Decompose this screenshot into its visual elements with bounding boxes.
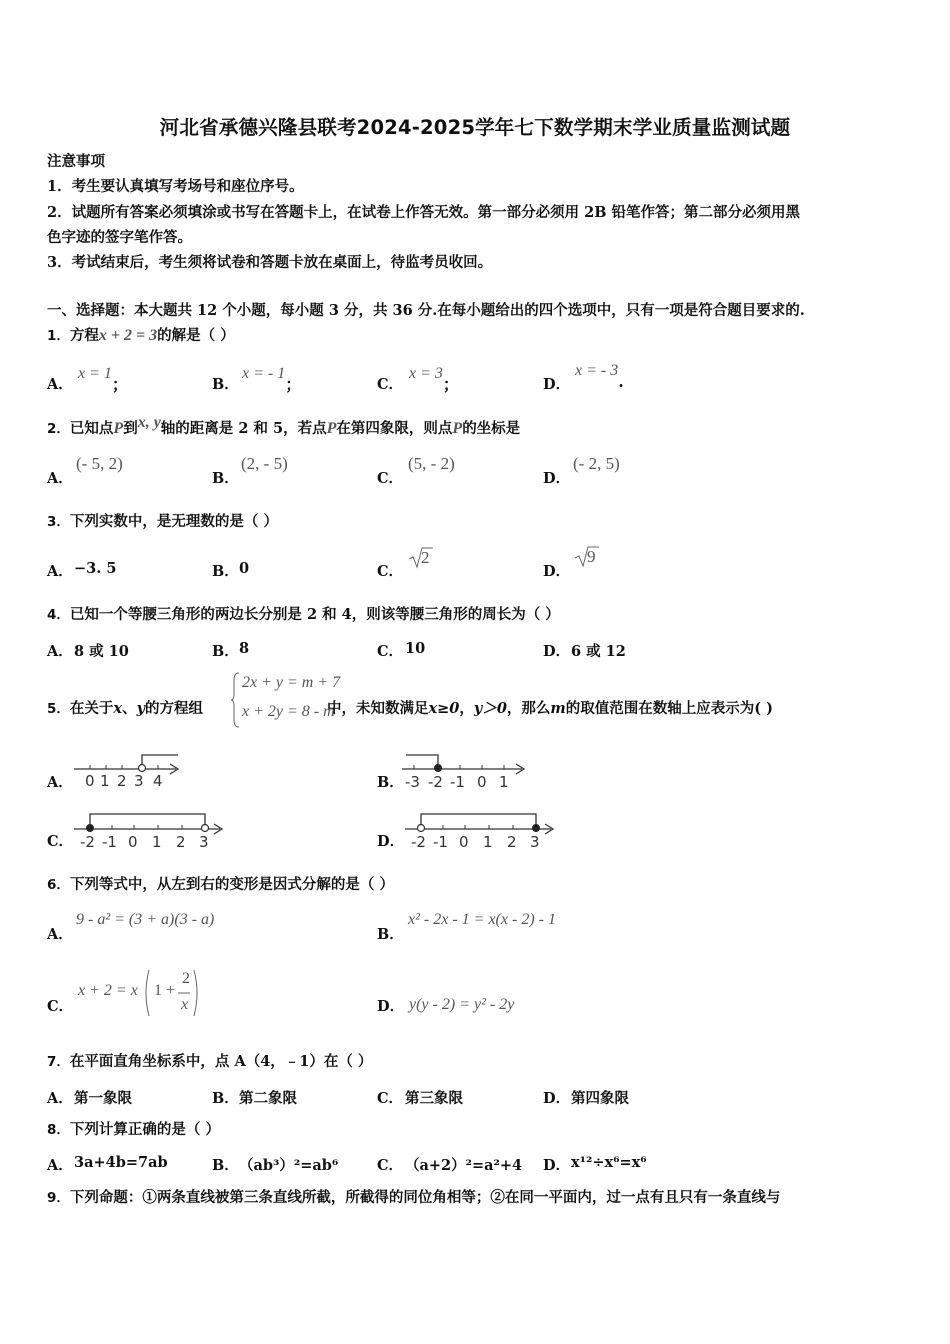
- number-line-d[interactable]: [403, 810, 559, 850]
- question-number: 5．: [47, 701, 70, 717]
- notice-item: 色字迹的签字笔作答。: [47, 229, 192, 246]
- option-value[interactable]: 8 或 10: [74, 643, 129, 660]
- tick-label: -2: [80, 833, 95, 850]
- question-number: 6．: [47, 877, 70, 893]
- option-label[interactable]: D．: [543, 563, 571, 580]
- option-value[interactable]: 6 或 12: [571, 643, 626, 660]
- math-value: x = 3: [409, 365, 443, 382]
- option-value[interactable]: (5, - 2): [408, 454, 455, 473]
- tick-label: 1: [483, 833, 493, 850]
- question-text: 方程: [69, 327, 99, 344]
- question-2: [47, 414, 521, 439]
- axis-label: x, y: [137, 414, 161, 431]
- option-label[interactable]: D．: [543, 376, 571, 393]
- question-text: 的取值范围在数轴上应表示为( ): [565, 700, 774, 717]
- tick-label: -1: [102, 833, 117, 850]
- option-value[interactable]: (2, - 5): [241, 454, 288, 473]
- option-label[interactable]: A．: [47, 926, 73, 943]
- tick-label: 4: [153, 772, 163, 790]
- question-text: ，那么: [506, 700, 551, 717]
- question-text: 已知一个等腰三角形的两边长分别是 2 和 4，则该等腰三角形的周长为（ ）: [69, 606, 560, 623]
- question-number: 2．: [47, 421, 70, 437]
- option-value[interactable]: 3a+4b=7ab: [74, 1154, 168, 1171]
- variable: x: [113, 700, 123, 717]
- option-label[interactable]: C．: [47, 998, 74, 1015]
- question-number: 8．: [47, 1122, 70, 1138]
- option-value[interactable]: [409, 360, 459, 394]
- equation: x + 2y = 8 - m: [242, 703, 335, 720]
- question-text: 已知点: [69, 420, 114, 437]
- point-label: P: [113, 420, 124, 437]
- option-label[interactable]: C．: [377, 1090, 404, 1107]
- tick-label: 3: [530, 833, 540, 850]
- option-value[interactable]: x² - 2x - 1 = x(x - 2) - 1: [408, 911, 556, 928]
- section-heading: 一、选择题：本大题共 12 个小题，每小题 3 分，共 36 分.在每小题给出的四个选项中，只有一项是符合题目要求的.: [47, 302, 805, 319]
- question-number: 9．: [47, 1190, 70, 1206]
- option-label[interactable]: C．: [377, 643, 404, 660]
- question-number: 7．: [47, 1054, 70, 1070]
- question-text: 轴的距离是 2 和 5，若点: [160, 420, 327, 437]
- left-brace-icon: [230, 672, 240, 728]
- option-value[interactable]: (- 5, 2): [76, 454, 123, 473]
- option-label[interactable]: C．: [47, 833, 74, 850]
- option-value[interactable]: 第四象限: [571, 1090, 629, 1107]
- tick-label: 0: [477, 773, 487, 790]
- option-label[interactable]: C．: [377, 1157, 404, 1174]
- option-label[interactable]: D．: [543, 470, 571, 487]
- page-title: 河北省承德兴隆县联考2024-2025学年七下数学期末学业质量监测试题: [159, 116, 791, 139]
- option-suffix: ；: [111, 375, 128, 394]
- question-text: 下列计算正确的是（ ）: [69, 1121, 220, 1138]
- question-text: 在平面直角坐标系中，点 A（4，﹣1）在（ ）: [69, 1053, 373, 1070]
- option-value[interactable]: 第三象限: [405, 1090, 463, 1107]
- question-5: [47, 699, 773, 719]
- point-label: P: [326, 420, 337, 437]
- option-label[interactable]: D．: [377, 833, 405, 850]
- option-value[interactable]: [242, 360, 302, 394]
- option-value[interactable]: y(y - 2) = y² - 2y: [409, 996, 515, 1013]
- notice-item: 3．考试结束后，考生须将试卷和答题卡放在桌面上，待监考员收回。: [47, 254, 493, 271]
- option-suffix: ；: [442, 375, 459, 394]
- question-text: 在第四象限，则点: [336, 420, 453, 437]
- notice-heading: 注意事项: [47, 153, 105, 170]
- option-label[interactable]: B．: [212, 376, 239, 393]
- question-text: 的解是（ ）: [157, 327, 235, 344]
- variable: m: [550, 700, 566, 717]
- option-value[interactable]: x¹²÷x⁶=x⁶: [571, 1154, 647, 1171]
- option-value[interactable]: [575, 360, 624, 391]
- math-value: 1 +: [154, 982, 176, 999]
- option-label[interactable]: B．: [212, 643, 239, 660]
- question-text: 到: [123, 420, 138, 437]
- option-label[interactable]: D．: [543, 1090, 571, 1107]
- option-label[interactable]: B．: [377, 926, 404, 943]
- question-number: 4．: [47, 607, 70, 623]
- tick-label: -2: [411, 833, 426, 850]
- condition: x≥0: [428, 700, 460, 717]
- question-text: 下列等式中，从左到右的变形是因式分解的是（ ）: [69, 876, 394, 893]
- option-value[interactable]: 8: [239, 640, 250, 657]
- tick-label: 1: [499, 773, 509, 790]
- math-value: x + 2 = x: [78, 982, 138, 999]
- tick-label: -1: [450, 773, 465, 790]
- variable: y: [136, 700, 145, 717]
- option-value[interactable]: 9 - a² = (3 + a)(3 - a): [76, 911, 215, 928]
- tick-label: 3: [199, 833, 209, 850]
- tick-label: 1: [100, 772, 110, 790]
- option-value[interactable]: [78, 968, 208, 1018]
- option-label[interactable]: A．: [47, 643, 73, 660]
- fraction-numerator: 2: [182, 970, 190, 987]
- question-8: [47, 1120, 220, 1140]
- condition: y＞0: [473, 700, 507, 717]
- math-value: x = 1: [78, 365, 112, 382]
- tick-label: 3: [134, 772, 144, 790]
- option-value[interactable]: [574, 545, 600, 573]
- notice-item: 2．试题所有答案必须填涂或书写在答题卡上，在试卷上作答无效。第一部分必须用 2B 铅笔作答；第二部分必须用黑: [47, 204, 801, 221]
- math-value: x = - 1: [242, 365, 286, 382]
- option-label[interactable]: C．: [377, 470, 404, 487]
- option-suffix: ；: [285, 375, 302, 394]
- question-4: [47, 605, 560, 625]
- question-text: 中，未知数满足: [327, 700, 429, 717]
- option-label[interactable]: A．: [47, 774, 73, 791]
- option-value[interactable]: (- 2, 5): [573, 454, 620, 473]
- number-line-b[interactable]: [400, 750, 528, 790]
- tick-label: 1: [152, 833, 162, 850]
- option-label[interactable]: A．: [47, 376, 73, 393]
- equation: x + 2 = 3: [98, 327, 158, 344]
- point-label: P: [452, 420, 463, 437]
- radicand: 2: [421, 548, 430, 567]
- option-value[interactable]: 第二象限: [239, 1090, 297, 1107]
- tick-label: 2: [117, 772, 127, 790]
- tick-label: -3: [405, 773, 420, 790]
- equation: 2x + y = m + 7: [242, 674, 341, 691]
- question-text: 下列命题：①两条直线被第三条直线所截，所截得的同位角相等；②在同一平面内，过一点有且只有一条直线与: [69, 1189, 781, 1206]
- tick-label: 2: [507, 833, 517, 850]
- question-number: 3．: [47, 514, 70, 530]
- question-3: [47, 512, 278, 532]
- option-label[interactable]: D．: [377, 998, 405, 1015]
- notice-item: 1．考生要认真填写考场号和座位序号。: [47, 178, 304, 195]
- tick-label: 0: [85, 772, 95, 790]
- question-text: 下列实数中，是无理数的是（ ）: [69, 513, 278, 530]
- question-text: 的坐标是: [462, 420, 521, 437]
- option-label[interactable]: B．: [212, 563, 239, 580]
- option-value[interactable]: 10: [405, 640, 426, 657]
- question-text: 的方程组: [145, 700, 203, 717]
- option-label[interactable]: A．: [47, 1157, 73, 1174]
- tick-label: 0: [459, 833, 469, 850]
- option-label[interactable]: D．: [543, 643, 571, 660]
- question-text: 在关于: [69, 700, 114, 717]
- option-label[interactable]: A．: [47, 470, 73, 487]
- option-value[interactable]: −3. 5: [74, 560, 117, 577]
- tick-label: 0: [128, 833, 138, 850]
- option-label[interactable]: A．: [47, 563, 73, 580]
- option-label[interactable]: B．: [377, 774, 404, 791]
- option-label[interactable]: B．: [212, 470, 239, 487]
- option-label[interactable]: B．: [212, 1157, 239, 1174]
- number-line-c[interactable]: [72, 810, 228, 850]
- question-text: 、: [122, 700, 137, 717]
- question-6: [47, 875, 394, 895]
- option-label[interactable]: C．: [377, 376, 404, 393]
- tick-label: 2: [176, 833, 186, 850]
- option-value[interactable]: 第一象限: [74, 1090, 132, 1107]
- question-9: [47, 1188, 780, 1208]
- option-value[interactable]: [78, 360, 128, 394]
- option-label[interactable]: C．: [377, 563, 404, 580]
- question-text: ，: [459, 700, 474, 717]
- option-value[interactable]: （ab³）²=ab⁶: [239, 1157, 339, 1174]
- radicand: 9: [587, 547, 596, 566]
- option-label[interactable]: D．: [543, 1157, 571, 1174]
- option-value[interactable]: [408, 546, 434, 574]
- option-label[interactable]: B．: [212, 1090, 239, 1107]
- math-value: x = - 3: [575, 362, 619, 379]
- fraction-denominator: x: [181, 996, 189, 1013]
- option-value[interactable]: 0: [239, 560, 250, 577]
- question-7: [47, 1052, 372, 1072]
- number-line-a[interactable]: [72, 750, 182, 790]
- question-1: [47, 326, 235, 346]
- option-suffix: .: [618, 372, 624, 391]
- tick-label: -1: [433, 833, 448, 850]
- option-label[interactable]: A．: [47, 1090, 73, 1107]
- question-number: 1．: [47, 328, 70, 344]
- option-value[interactable]: （a+2）²=a²+4: [405, 1157, 523, 1174]
- tick-label: -2: [428, 773, 443, 790]
